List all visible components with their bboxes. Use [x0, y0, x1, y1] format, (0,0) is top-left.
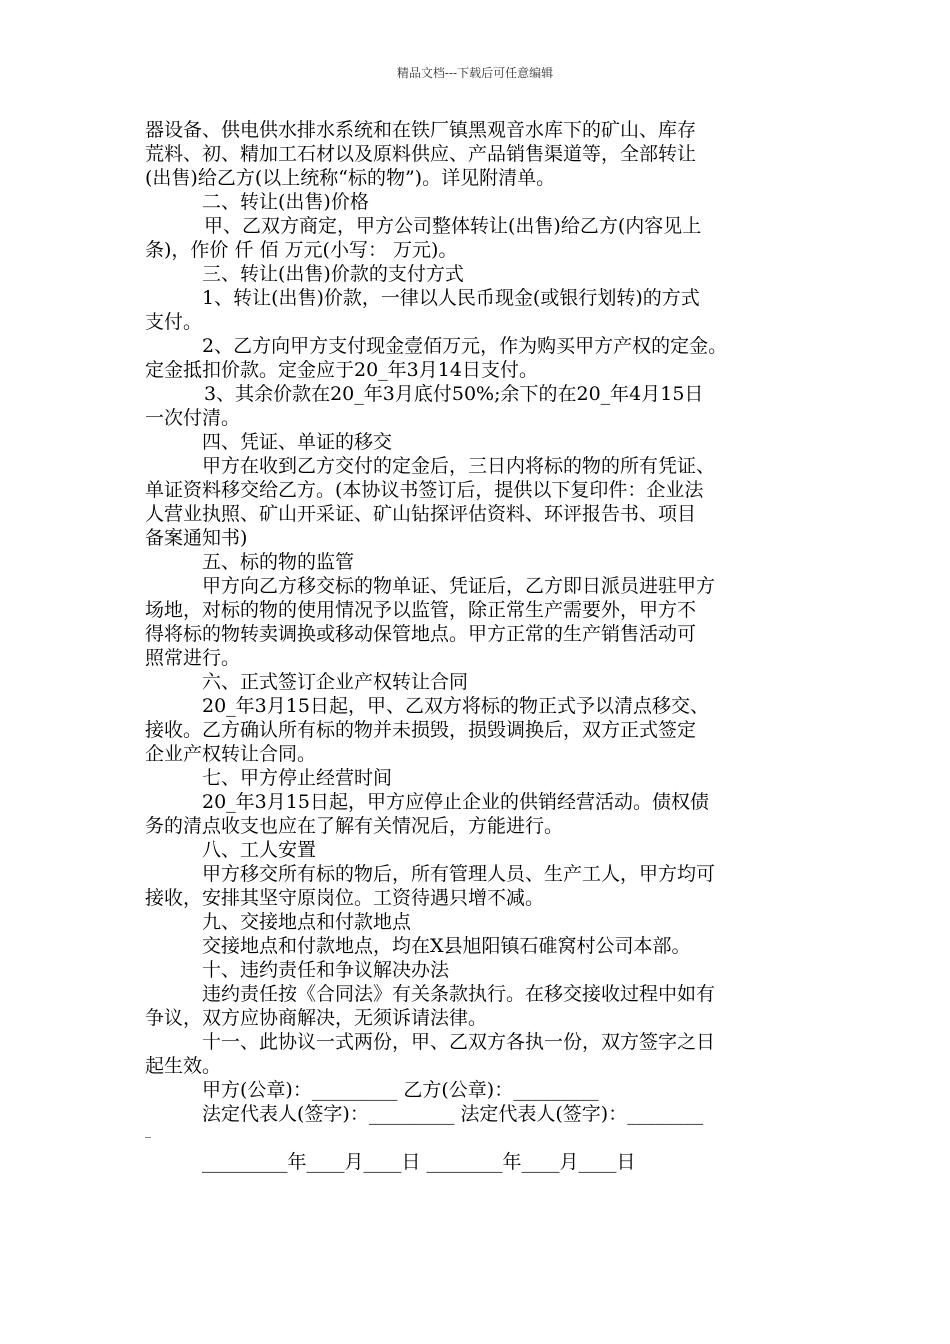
section-heading: 四、凭证、单证的移交 — [202, 431, 393, 453]
body-line: 20_年3月15日起，甲、乙双方将标的物正式予以清点移交、 — [202, 695, 709, 717]
body-line: 甲、乙双方商定，甲方公司整体转让(出售)给乙方(内容见上 — [204, 215, 702, 237]
stray-underscore: _ — [145, 1124, 151, 1138]
body-line: 企业产权转让合同。 — [145, 743, 317, 765]
date-line: _________年____月____日 ________年____月____日 — [202, 1151, 636, 1173]
section-heading: 二、转让(出售)价格 — [202, 191, 369, 213]
representative-signature-line: 法定代表人(签字)：_________ 法定代表人(签字)：________ — [202, 1103, 704, 1125]
body-line: 接收。乙方确认所有标的物并未损毁，损毁调换后，双方正式签定 — [145, 719, 697, 741]
body-line: 务的清点收支也应在了解有关情况后，方能进行。 — [145, 815, 564, 837]
section-heading: 六、正式签订企业产权转让合同 — [202, 671, 469, 693]
body-line: 得将标的物转卖调换或移动保管地点。甲方正常的生产销售活动可 — [145, 623, 697, 645]
section-heading: 十、违约责任和争议解决办法 — [202, 959, 450, 981]
section-heading: 八、工人安置 — [202, 839, 317, 861]
body-line: 1、转让(出售)价款，一律以人民币现金(或银行划转)的方式 — [202, 287, 700, 309]
section-heading: 三、转让(出售)价款的支付方式 — [202, 263, 464, 285]
document-body — [145, 118, 820, 1174]
body-line: 单证资料移交给乙方。(本协议书签订后，提供以下复印件：企业法 — [145, 479, 704, 501]
body-line: 甲方移交所有标的物后，所有管理人员、生产工人，甲方均可 — [202, 863, 716, 885]
section-heading: 九、交接地点和付款地点 — [202, 911, 412, 933]
section-heading: 七、甲方停止经营时间 — [202, 767, 393, 789]
body-line: 定金抵扣价款。定金应于20_年3月14日支付。 — [145, 359, 538, 381]
body-line: 条)，作价 仟 佰 万元(小写： 万元)。 — [145, 239, 458, 261]
spacer — [145, 1140, 820, 1150]
body-line: 荒料、初、精加工石材以及原料供应、产品销售渠道等，全部转让 — [145, 143, 697, 165]
body-line: 照常进行。 — [145, 647, 241, 669]
body-line: 争议，双方应协商解决，无须诉请法律。 — [145, 1007, 488, 1029]
body-line: 甲方向乙方移交标的物单证、凭证后，乙方即日派员进驻甲方 — [202, 575, 716, 597]
body-line: 场地，对标的物的使用情况予以监管，除正常生产需要外，甲方不 — [145, 599, 697, 621]
body-line: 备案通知书) — [145, 527, 248, 549]
section-heading: 五、标的物的监管 — [202, 551, 355, 573]
page-header: 精品文档---下载后可任意编辑 — [396, 66, 554, 80]
body-line: 起生效。 — [145, 1055, 222, 1077]
body-line: 20_年3月15日起，甲方应停止企业的供销经营活动。债权债 — [202, 791, 709, 813]
seal-signature-line: 甲方(公章)：_________ 乙方(公章)：_________ — [202, 1079, 599, 1101]
body-line: 3、其余价款在20_年3月底付50%;余下的在20_年4月15日 — [204, 383, 704, 405]
body-line: 十一、此协议一式两份，甲、乙双方各执一份，双方签字之日 — [202, 1031, 716, 1053]
body-line: 人营业执照、矿山开采证、矿山钻探评估资料、环评报告书、项目 — [145, 503, 697, 525]
body-line: 2、乙方向甲方支付现金壹佰万元，作为购买甲方产权的定金。 — [202, 335, 728, 357]
body-line: 甲方在收到乙方交付的定金后，三日内将标的物的所有凭证、 — [202, 455, 716, 477]
body-line: 一次付清。 — [145, 407, 241, 429]
body-line: (出售)给乙方(以上统称“标的物”)。详见附清单。 — [145, 167, 556, 189]
body-line: 交接地点和付款地点，均在X县旭阳镇石碓窝村公司本部。 — [202, 935, 691, 957]
body-line: 违约责任按《合同法》有关条款执行。在移交接收过程中如有 — [202, 983, 716, 1005]
body-line: 器设备、供电供水排水系统和在铁厂镇黑观音水库下的矿山、库存 — [145, 119, 697, 141]
body-line: 支付。 — [145, 311, 203, 333]
body-line: 接收，安排其坚守原岗位。工资待遇只增不减。 — [145, 887, 545, 909]
